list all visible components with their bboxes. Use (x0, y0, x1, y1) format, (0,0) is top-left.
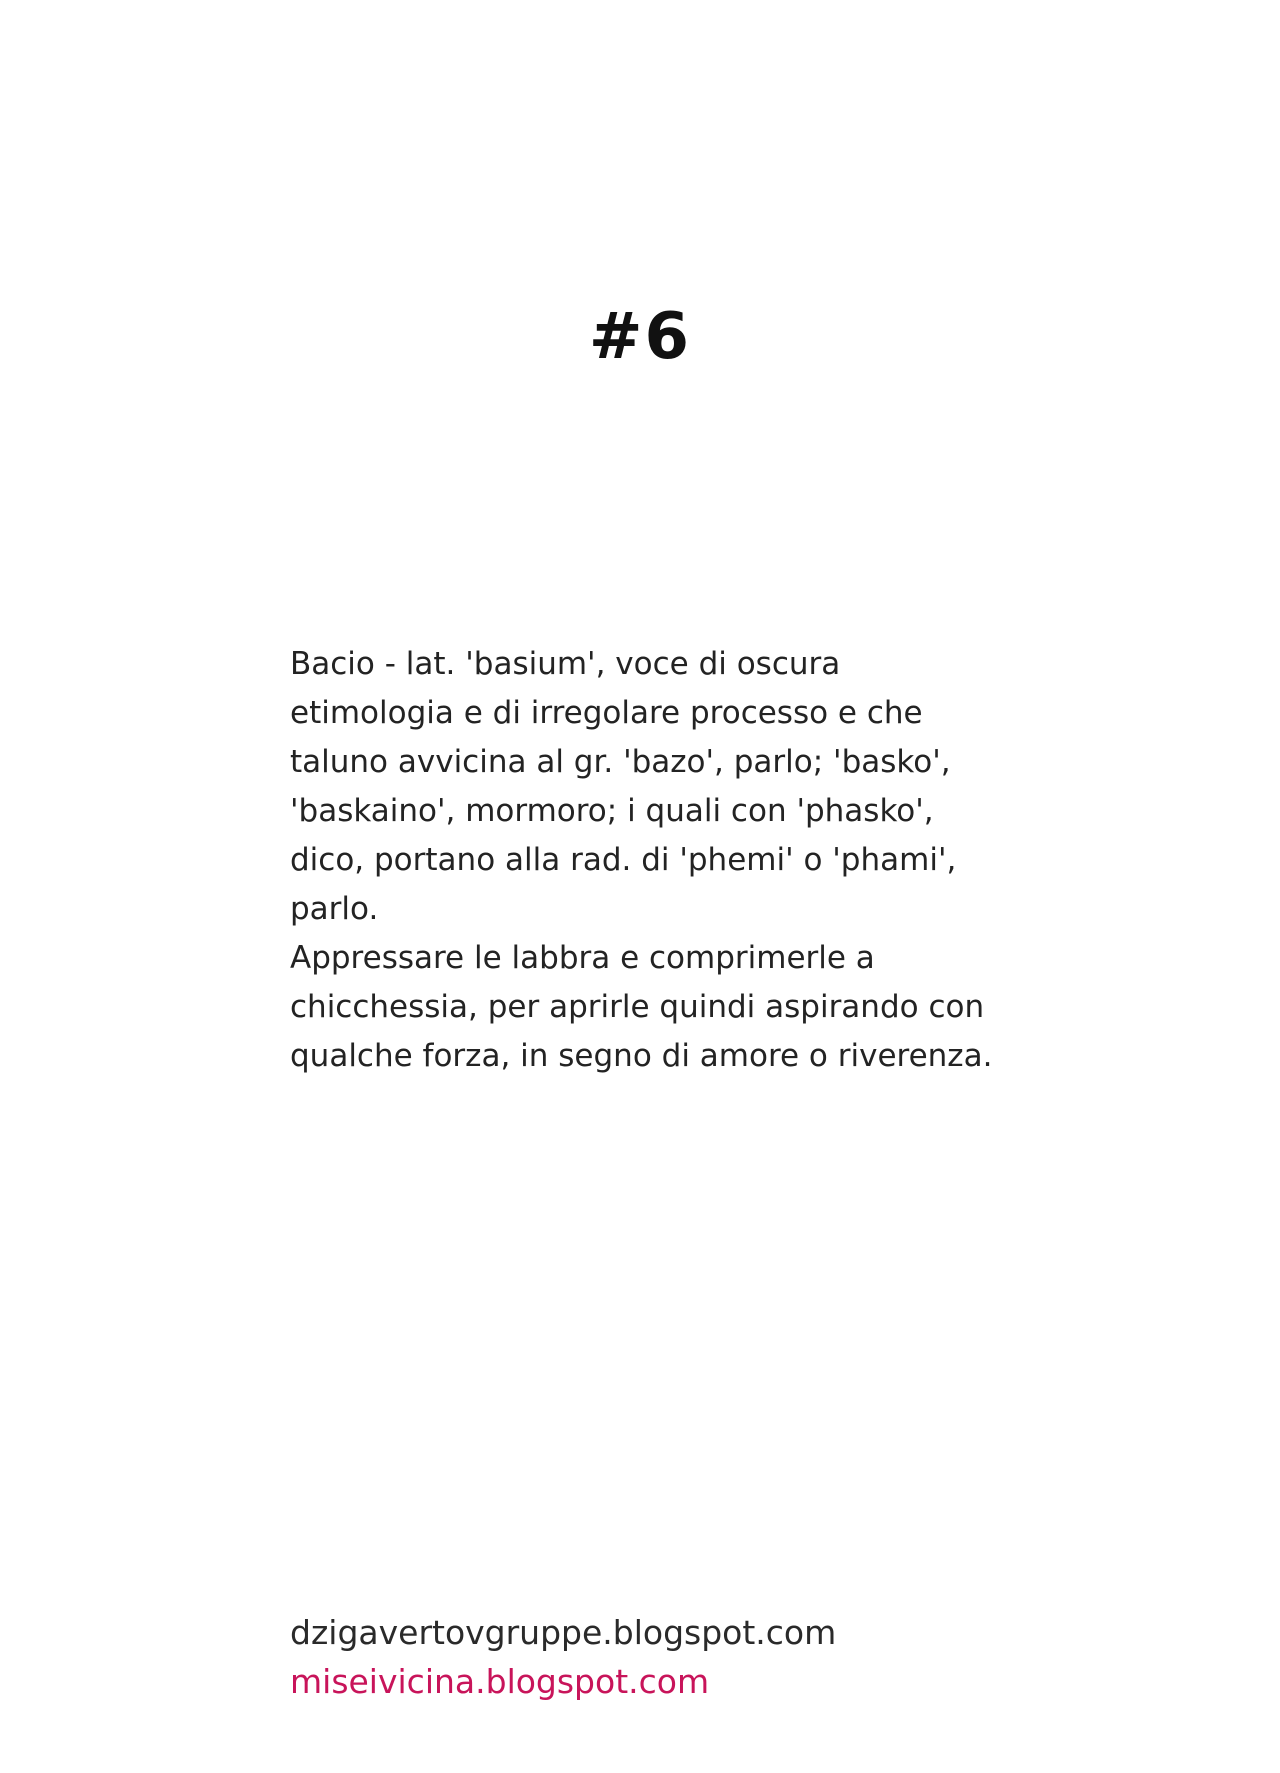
blog-link-dzigavertovgruppe[interactable]: dzigavertovgruppe.blogspot.com (290, 1613, 837, 1652)
definition-paragraph: Appressare le labbra e comprimerle a chicchessia, per aprirle quindi aspirando con qualche forza, in segno di amore o riverenza. (290, 940, 993, 1074)
blog-link-miseivicina[interactable]: miseivicina.blogspot.com (290, 1662, 710, 1701)
dictionary-entry (290, 640, 1010, 1081)
page-number: #6 (588, 300, 692, 374)
footer-links (290, 1608, 1190, 1706)
etymology-paragraph: Bacio - lat. 'basium', voce di oscura etimologia e di irregolare processo e che taluno avvicina al gr. 'bazo', parlo; 'basko', 'baskaino', mormoro; i quali con 'phasko', dico, portano alla rad. di 'phemi' o 'phami', parlo. (290, 646, 957, 927)
